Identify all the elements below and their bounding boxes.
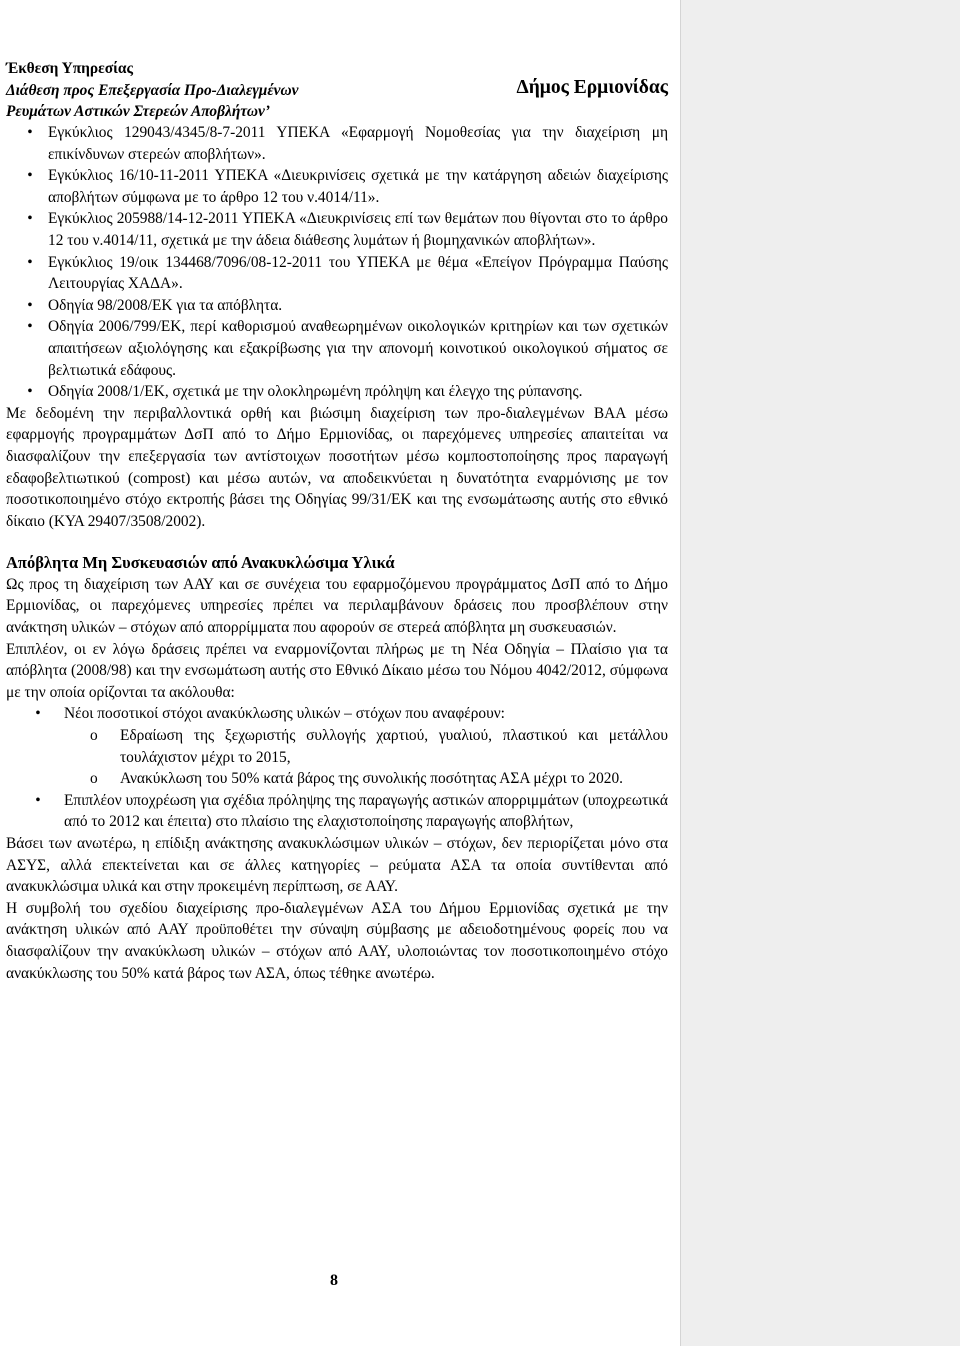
list-item: • Επιπλέον υποχρέωση για σχέδια πρόληψης της παραγωγής αστικών απορριμμάτων (υποχρεωτικά από το 2012 και έπειτα) στο πλαίσιο της ελαχιστοποίησης παραγωγής αποβλήτων, (35, 791, 668, 831)
bullet-icon: • (27, 383, 33, 401)
bullet-icon: • (27, 253, 33, 271)
bullet-icon: • (35, 705, 41, 723)
list-item: • Οδηγία 2006/799/ΕΚ, περί καθορισμού αναθεωρημένων οικολογικών κριτηρίων και των σχετικών απαιτήσεων αξιολόγησης και εξακρίβωσης για την απονομή κοινοτικού οικολογικού σήματος σε βελτιωτικά εδάφους. (27, 318, 668, 379)
bullet-icon: • (27, 124, 33, 141)
list-item: o Ανακύκλωση του 50% κατά βάρος της συνολικής ποσότητας ΑΣΑ μέχρι το 2020. (6, 768, 668, 790)
municipality-name: Δήμος Ερμιονίδας (516, 77, 668, 98)
report-subtitle-line1: Διάθεση προς Επεξεργασία Προ-Διαλεγμένων (6, 82, 299, 99)
paragraph-aay-management: Ως προς τη διαχείριση των ΑΑΥ και σε συνέχεια του εφαρμοζόμενου προγράμματος ΔσΠ από το Δήμο Ερμιονίδας, οι παρεχόμενες υπηρεσίες πρέπει να περιλαμβάνουν δράσεις που προσβλέπουν στην ανάκτηση υλικών – στόχων από απορρίμματα που αφορούν σε στερεά απόβλητα μη συσκευασιών. (6, 575, 668, 637)
list-item: • Εγκύκλιος 19/οικ 134468/7096/08-12-2011 του ΥΠΕΚΑ με θέμα «Επείγον Πρόγραμμα Παύσης Λειτουργίας ΧΑΔΑ». (27, 253, 668, 293)
page-header (6, 58, 668, 122)
bullet-icon: • (27, 318, 33, 336)
paragraph-recovery: Βάσει των ανωτέρω, η επίδιξη ανάκτησης ανακυκλώσιμων υλικών – στόχων, δεν περιορίζεται μόνο στα ΑΣΥΣ, αλλά επεκτείνεται και σε άλλες κατηγορίες – ρεύματα ΑΣΑ τα οποία συντίθενται από ανακυκλώσιμα υλικά και στην προκειμένη περίπτωση, σε ΑΑΥ. (6, 835, 668, 896)
list-item: • Νέοι ποσοτικοί στόχοι ανακύκλωσης υλικών – στόχων που αναφέρουν: (6, 703, 668, 725)
paragraph-framework-directive: Επιπλέον, οι εν λόγω δράσεις πρέπει να εναρμονίζονται πλήρως με τη Νέα Οδηγία – Πλαίσιο για τα απόβλητα (2008/98) και την ενσωμάτωση αυτής στο Εθνικό Δίκαιο μέσω του Νόμου 4042/2012, σύμφωνα με την οποία ορίζονται τα ακόλουθα: (6, 640, 668, 701)
obligation-list (6, 790, 668, 833)
bullet-icon: • (27, 167, 33, 185)
page-number: 8 (330, 1272, 338, 1289)
report-subtitle-line2: Ρευμάτων Αστικών Στερεών Αποβλήτων’ (6, 103, 270, 120)
bullet-icon: • (35, 791, 41, 809)
paragraph-contribution: Η συμβολή του σχεδίου διαχείρισης προ-διαλεγμένων ΑΣΑ του Δήμου Ερμιονίδας σχετικά με την ανάκτηση υλικών από ΑΑΥ προϋποθέτει την σύναψη σύμβασης με αδειοδοτημένους φορείς που να διασφαλίζουν την ανακύκλωση υλικών – στόχων από ΑΑΥ, υλοποιώντας τον ποσοτικοποιημένο στόχο ανακύκλωσης του 50% κατά βάρος των ΑΣΑ, όπως τέθηκε ανωτέρω. (6, 899, 668, 982)
list-item: • Οδηγία 2008/1/ΕΚ, σχετικά με την ολοκληρωμένη πρόληψη και έλεγχο της ρύπανσης. (6, 381, 668, 403)
targets-list (6, 703, 668, 725)
circle-bullet-icon: o (90, 770, 98, 788)
bullet-icon: • (27, 210, 33, 228)
targets-sublist (6, 725, 668, 790)
list-item: • Οδηγία 98/2008/ΕΚ για τα απόβλητα. (6, 295, 668, 317)
section-heading: Απόβλητα Μη Συσκευασιών από Ανακυκλώσιμα Υλικά (6, 553, 395, 573)
list-item: • Εγκύκλιος 205988/14-12-2011 ΥΠΕΚΑ «Διευκρινίσεις επί των θεμάτων που θίγονται στο το άρθρο 12 του ν.4014/11, σχετικά με την άδεια διάθεσης λυμάτων ή βιομηχανικών αποβλήτων». (27, 210, 668, 249)
paragraph-compost: Με δεδομένη την περιβαλλοντικά ορθή και βιώσιμη διαχείριση των προ-διαλεγμένων ΒΑΑ μέσω εφαρμογής προγραμμάτων ΔσΠ από το Δήμο Ερμιονίδας, οι παρεχόμενες υπηρεσίες απαιτείται να διασφαλίζουν την επεξεργασία των αντίστοιχων ποσοτήτων μέσω κομποστοποίησης προς παραγωγή εδαφοβελτιωτικού (compost) και μέσω αυτών, να αποδεικνύεται η δυνατότητα εναρμόνισης με τον ποσοτικοποιημένο στόχο εκτροπής βάσει της Οδηγίας 99/31/ΕΚ και της ενσωμάτωσης αυτής στο εθνικό δίκαιο (ΚΥΑ 29407/3508/2002). (6, 404, 668, 530)
list-item: • Εγκύκλιος 129043/4345/8-7-2011 ΥΠΕΚΑ «Εφαρμογή Νομοθεσίας για την διαχείριση μη επικίνδυνων στερεών αποβλήτων». (27, 124, 668, 163)
list-item: o Εδραίωση της ξεχωριστής συλλογής χαρτιού, γυαλιού, πλαστικού και μετάλλου τουλάχιστον μέχρι το 2015, (90, 727, 668, 766)
comment-pane (680, 0, 960, 1346)
references-list (6, 122, 668, 403)
circle-bullet-icon: o (90, 727, 98, 745)
bullet-icon: • (27, 296, 33, 314)
document-page (6, 58, 668, 984)
list-item: • Εγκύκλιος 16/10-11-2011 ΥΠΕΚΑ «Διευκρινίσεις σχετικά με την κατάργηση αδειών διαχείρισης αποβλήτων σύμφωνα με το άρθρο 12 του ν.4014/11». (27, 167, 668, 206)
report-title: Έκθεση Υπηρεσίας (6, 60, 133, 77)
